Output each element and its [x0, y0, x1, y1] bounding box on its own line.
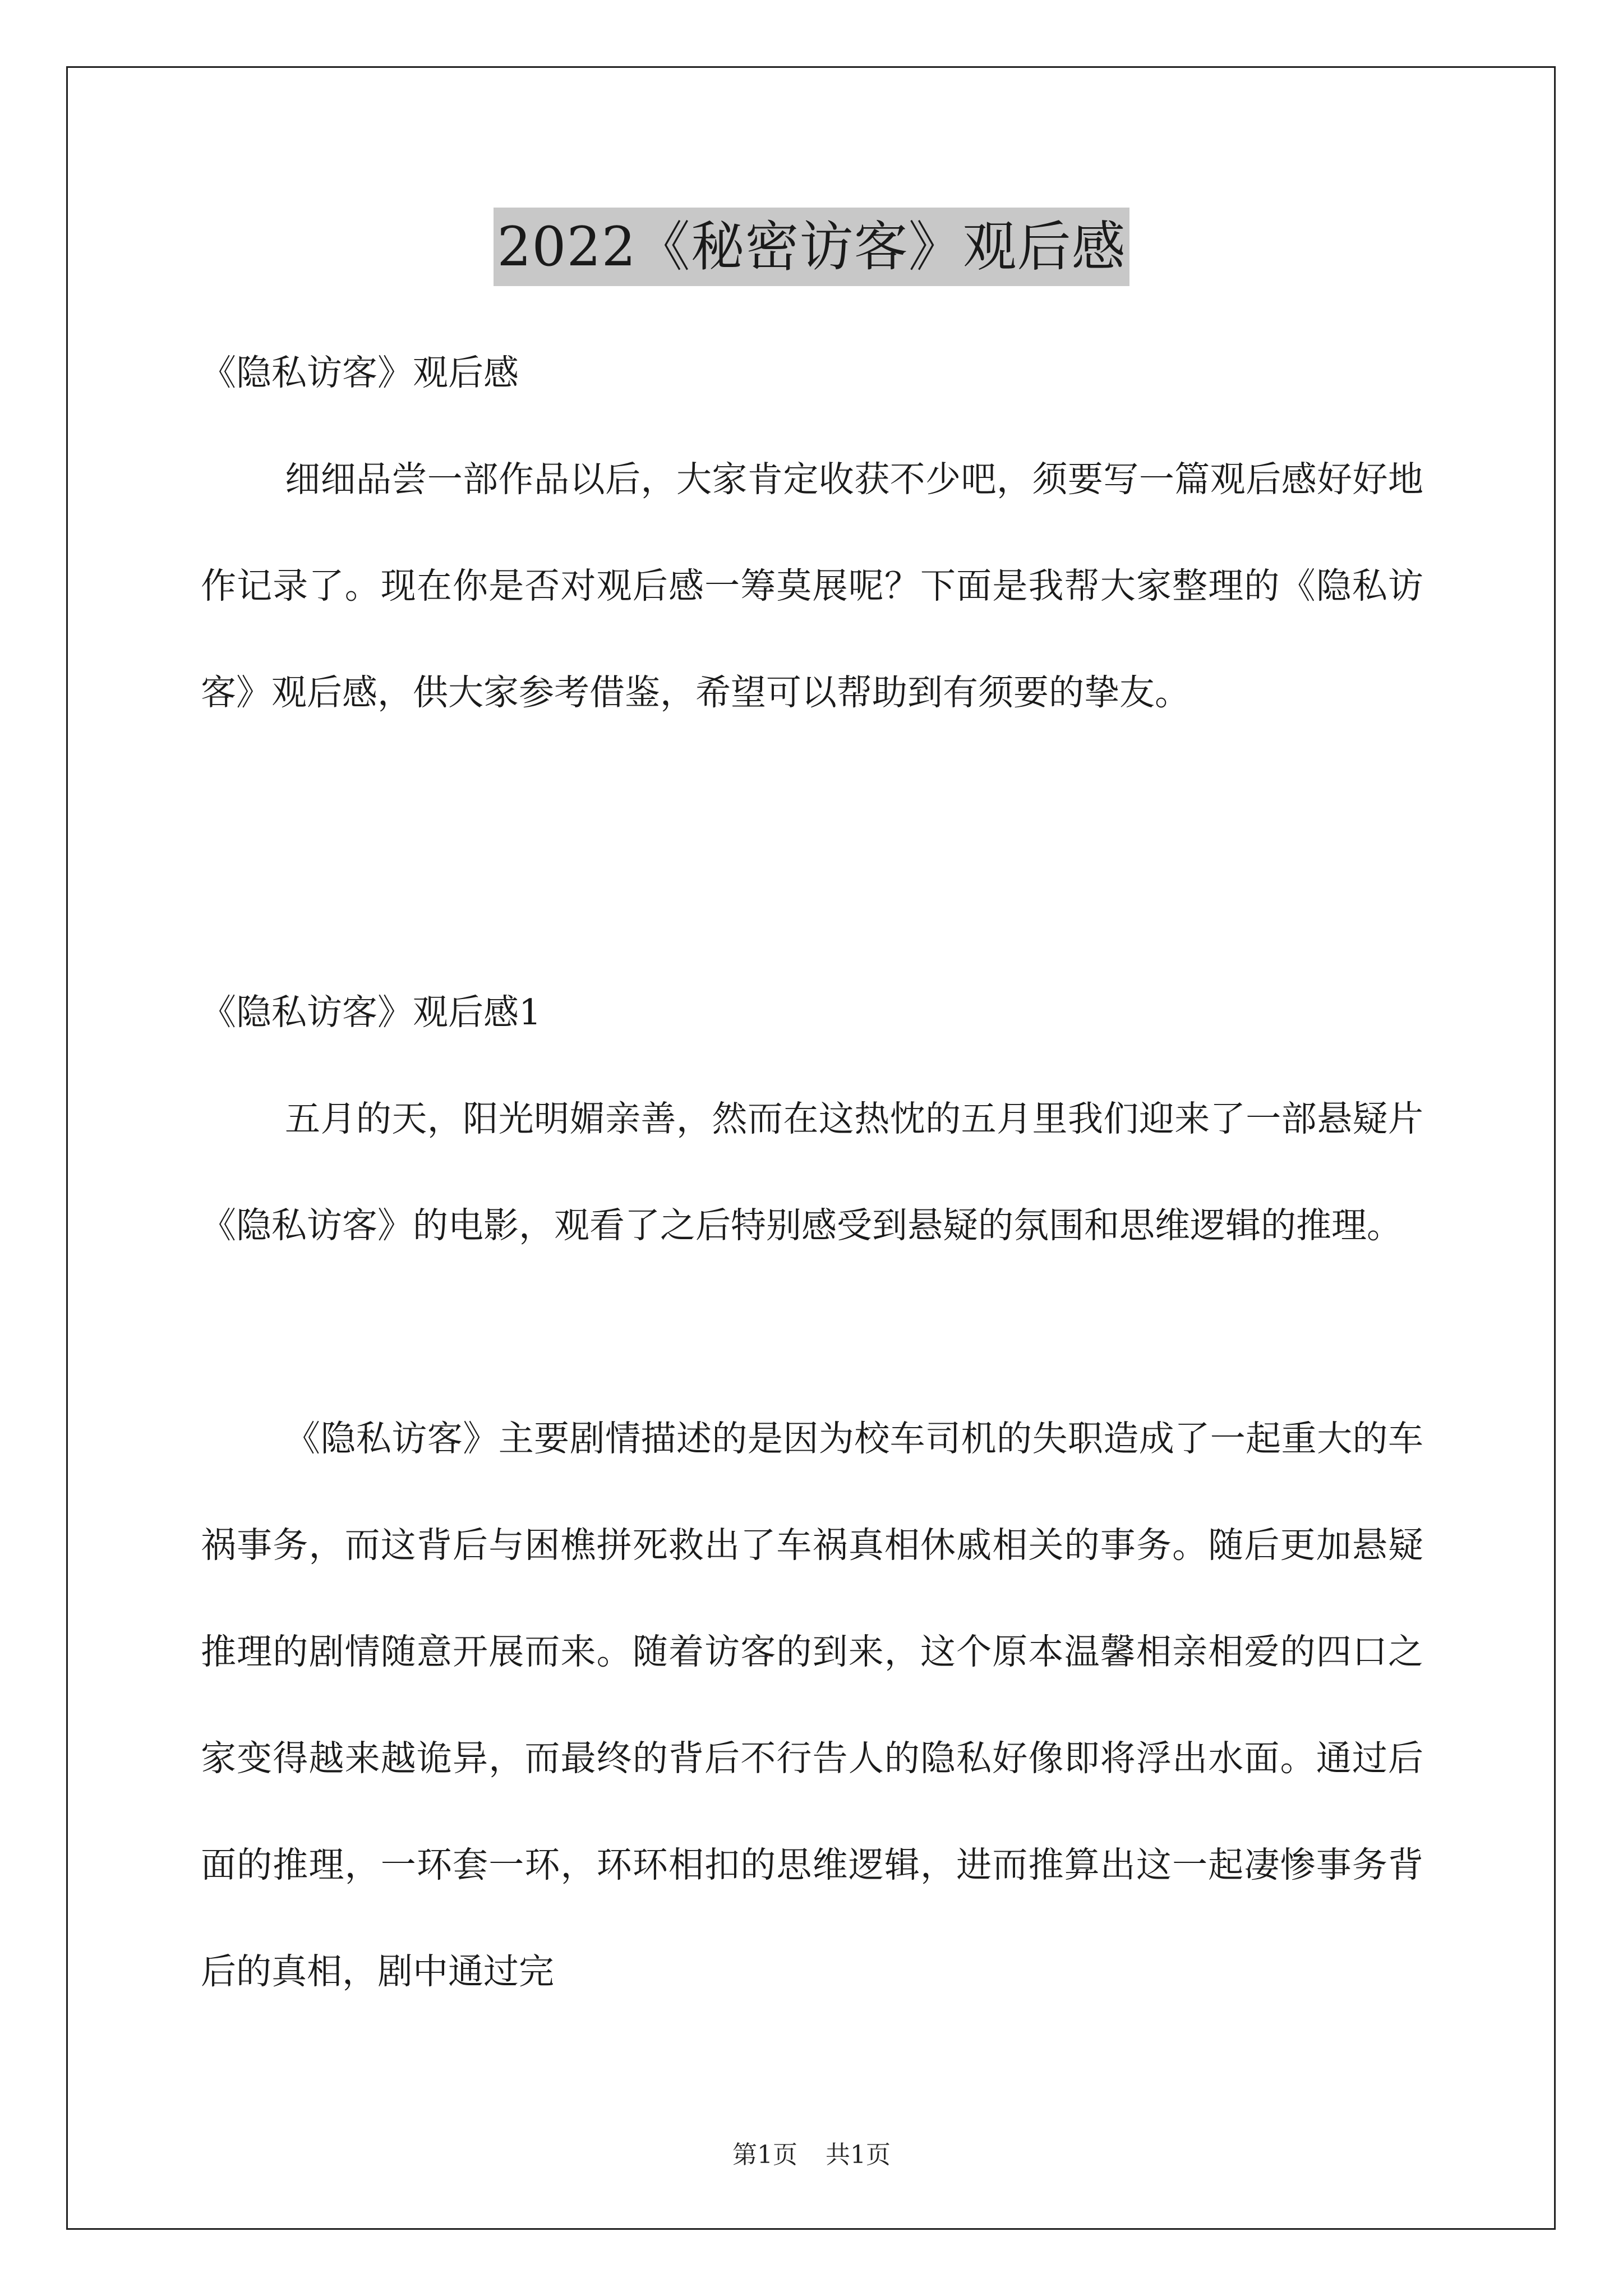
paragraph-2: 《隐私访客》主要剧情描述的是因为校车司机的失职造成了一起重大的车祸事务，而这背后与困樵拼死救出了车祸真相休戚相关的事务。随后更加悬疑推理的剧情随意开展而来。随着访客的到来，这个原本温馨相亲相爱的四口之家变得越来越诡异，而最终的背后不行告人的隐私好像即将浮出水面。通过后面的推理，一环套一环，环环相扣的思维逻辑，进而推算出这一起凄惨事务背后的真相，剧中通过完: [201, 1418, 1423, 1992]
page-number-current: 第1页: [732, 2141, 797, 2169]
section-heading-1: 《隐私访客》观后感1: [201, 992, 542, 1033]
section-heading-intro: 《隐私访客》观后感: [201, 352, 519, 393]
intro-paragraph: 细细品尝一部作品以后，大家肯定收获不少吧，须要写一篇观后感好好地作记录了。现在你是否对观后感一筹莫展呢？下面是我帮大家整理的《隐私访客》观后感，供大家参考借鉴，希望可以帮助到有须要的挚友。: [201, 459, 1423, 713]
document-title: 2022《秘密访客》观后感: [494, 208, 1129, 286]
page-footer: [0, 2134, 1623, 2170]
title-container: [0, 208, 1623, 286]
page-number-total: 共1页: [826, 2141, 891, 2169]
paragraph-1: 五月的天，阳光明媚亲善，然而在这热忱的五月里我们迎来了一部悬疑片《隐私访客》的电影，观看了之后特别感受到悬疑的氛围和思维逻辑的推理。: [201, 1098, 1423, 1246]
